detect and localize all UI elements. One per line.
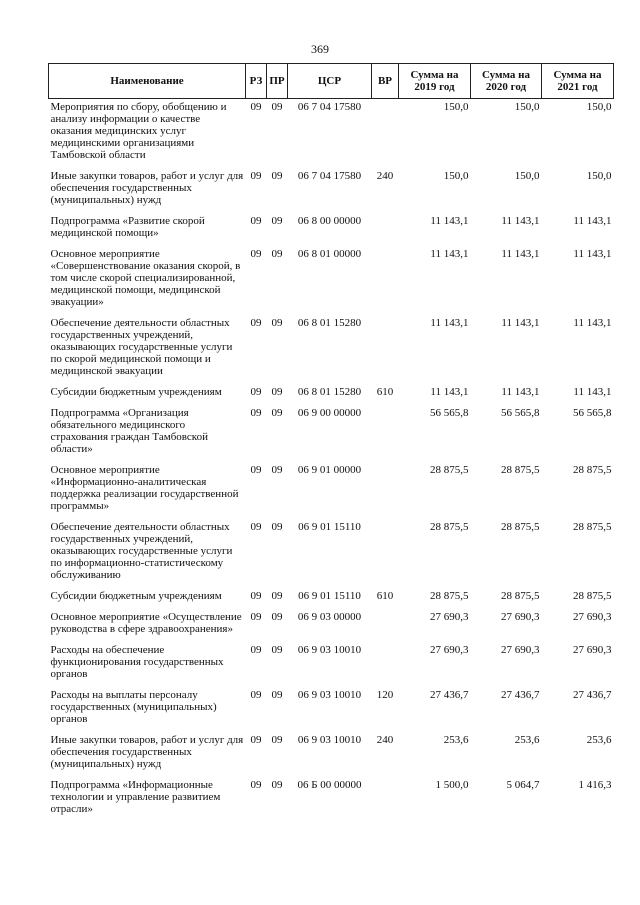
table-row <box>49 246 614 315</box>
row-sum-2020: 11 143,1 <box>501 317 540 329</box>
table-row <box>49 168 614 213</box>
header-sum-2021: Сумма на 2021 год <box>542 64 614 99</box>
row-sum-2019: 28 875,5 <box>430 521 469 533</box>
row-vr <box>372 213 399 246</box>
row-sum-2021: 28 875,5 <box>573 521 612 533</box>
row-rz: 09 <box>250 248 262 260</box>
row-rz: 09 <box>250 215 262 227</box>
row-vr <box>372 519 399 588</box>
row-pr: 09 <box>271 734 283 746</box>
table-row <box>49 777 614 822</box>
table-row <box>49 687 614 732</box>
row-csr: 06 7 04 17580 <box>297 101 362 113</box>
row-pr: 09 <box>271 611 283 623</box>
row-name: Обеспечение деятельности областных государственных учреждений, оказывающих государственные услуги по информационно-статистическому обслуживанию <box>50 521 233 581</box>
row-pr: 09 <box>271 101 283 113</box>
row-sum-2019: 11 143,1 <box>430 248 469 260</box>
row-vr <box>372 642 399 687</box>
row-sum-2021: 150,0 <box>586 101 612 113</box>
row-sum-2021: 27 690,3 <box>573 644 612 656</box>
row-pr: 09 <box>271 170 283 182</box>
row-name: Основное мероприятие «Совершенствование оказания скорой, в том числе скорой специализированной, медицинской помощи, медицинской эвакуации» <box>50 248 241 308</box>
row-sum-2020: 11 143,1 <box>501 248 540 260</box>
row-name: Подпрограмма «Развитие скорой медицинской помощи» <box>50 215 205 239</box>
row-sum-2020: 11 143,1 <box>501 386 540 398</box>
row-rz: 09 <box>250 611 262 623</box>
row-csr: 06 9 03 00000 <box>297 611 362 623</box>
row-sum-2019: 150,0 <box>443 170 469 182</box>
row-sum-2021: 56 565,8 <box>573 407 612 419</box>
row-vr <box>372 405 399 462</box>
row-sum-2020: 27 436,7 <box>501 689 540 701</box>
row-pr: 09 <box>271 779 283 791</box>
row-rz: 09 <box>250 317 262 329</box>
row-csr: 06 8 01 15280 <box>297 317 362 329</box>
row-rz: 09 <box>250 590 262 602</box>
row-sum-2020: 28 875,5 <box>501 521 540 533</box>
header-sum-2020: Сумма на 2020 год <box>471 64 542 99</box>
row-sum-2019: 27 690,3 <box>430 611 469 623</box>
row-pr: 09 <box>271 689 283 701</box>
table-row <box>49 315 614 384</box>
row-csr: 06 7 04 17580 <box>297 170 362 182</box>
row-name: Подпрограмма «Организация обязательного медицинского страхования граждан Тамбовской области» <box>50 407 208 455</box>
row-csr: 06 9 03 10010 <box>297 644 362 656</box>
row-sum-2020: 11 143,1 <box>501 215 540 227</box>
budget-table <box>48 63 614 822</box>
row-sum-2021: 253,6 <box>586 734 612 746</box>
row-sum-2021: 27 690,3 <box>573 611 612 623</box>
row-vr <box>372 99 399 169</box>
row-sum-2020: 150,0 <box>514 101 540 113</box>
table-row <box>49 519 614 588</box>
row-pr: 09 <box>271 386 283 398</box>
row-rz: 09 <box>250 407 262 419</box>
row-pr: 09 <box>271 215 283 227</box>
row-vr: 610 <box>376 590 394 602</box>
table-row <box>49 384 614 405</box>
row-vr <box>372 777 399 822</box>
row-pr: 09 <box>271 407 283 419</box>
row-name: Подпрограмма «Информационные технологии и управление развитием отрасли» <box>50 779 221 815</box>
row-name: Иные закупки товаров, работ и услуг для обеспечения государственных (муниципальных) нужд <box>50 734 244 770</box>
row-rz: 09 <box>250 101 262 113</box>
row-csr: 06 9 01 00000 <box>297 464 362 476</box>
row-sum-2020: 150,0 <box>514 170 540 182</box>
row-pr: 09 <box>271 464 283 476</box>
table-row <box>49 462 614 519</box>
row-sum-2019: 27 436,7 <box>430 689 469 701</box>
row-sum-2021: 11 143,1 <box>573 317 612 329</box>
row-vr: 120 <box>376 689 394 701</box>
row-sum-2021: 11 143,1 <box>573 386 612 398</box>
row-sum-2021: 1 416,3 <box>578 779 612 791</box>
table-row <box>49 588 614 609</box>
row-sum-2019: 253,6 <box>443 734 469 746</box>
row-csr: 06 9 00 00000 <box>297 407 362 419</box>
row-name: Обеспечение деятельности областных государственных учреждений, оказывающих государственные услуги по скорой медицинской помощи и медицинской эвакуации <box>50 317 233 377</box>
row-sum-2020: 28 875,5 <box>501 590 540 602</box>
table-header-row <box>49 64 614 99</box>
row-name: Мероприятия по сбору, обобщению и анализу информации о качестве оказания медицинских услуг медицинскими организациями Тамбовской области <box>50 101 227 161</box>
row-name: Субсидии бюджетным учреждениям <box>50 590 222 602</box>
table-row <box>49 405 614 462</box>
row-vr <box>372 462 399 519</box>
row-sum-2019: 11 143,1 <box>430 317 469 329</box>
row-vr <box>372 246 399 315</box>
row-sum-2019: 28 875,5 <box>430 464 469 476</box>
row-sum-2020: 253,6 <box>514 734 540 746</box>
row-sum-2020: 28 875,5 <box>501 464 540 476</box>
row-csr: 06 9 01 15110 <box>298 521 361 533</box>
row-sum-2019: 28 875,5 <box>430 590 469 602</box>
table-row <box>49 642 614 687</box>
row-csr: 06 8 01 00000 <box>297 248 362 260</box>
row-name: Иные закупки товаров, работ и услуг для обеспечения государственных (муниципальных) нужд <box>50 170 244 206</box>
row-rz: 09 <box>250 521 262 533</box>
header-csr: ЦСР <box>288 64 372 99</box>
row-sum-2021: 11 143,1 <box>573 248 612 260</box>
header-name: Наименование <box>49 64 246 99</box>
row-vr: 240 <box>376 170 394 182</box>
row-sum-2021: 150,0 <box>586 170 612 182</box>
row-csr: 06 Б 00 00000 <box>297 779 362 791</box>
row-sum-2020: 27 690,3 <box>501 644 540 656</box>
row-pr: 09 <box>271 317 283 329</box>
row-vr <box>372 609 399 642</box>
row-vr: 240 <box>376 734 394 746</box>
row-rz: 09 <box>250 689 262 701</box>
row-sum-2019: 11 143,1 <box>430 215 469 227</box>
row-sum-2019: 1 500,0 <box>435 779 469 791</box>
row-sum-2021: 11 143,1 <box>573 215 612 227</box>
row-name: Расходы на выплаты персоналу государственных (муниципальных) органов <box>50 689 217 725</box>
row-sum-2019: 56 565,8 <box>430 407 469 419</box>
row-sum-2021: 28 875,5 <box>573 590 612 602</box>
row-name: Основное мероприятие «Информационно-аналитическая поддержка реализации государственной программы» <box>50 464 239 512</box>
page-number: 369 <box>311 42 329 56</box>
row-sum-2019: 27 690,3 <box>430 644 469 656</box>
row-pr: 09 <box>271 248 283 260</box>
table-row <box>49 609 614 642</box>
header-vr: ВР <box>372 64 399 99</box>
row-sum-2020: 27 690,3 <box>501 611 540 623</box>
header-rz: РЗ <box>246 64 267 99</box>
row-rz: 09 <box>250 170 262 182</box>
row-vr: 610 <box>376 386 394 398</box>
table-body <box>49 99 614 823</box>
row-rz: 09 <box>250 779 262 791</box>
row-sum-2020: 5 064,7 <box>506 779 540 791</box>
row-name: Расходы на обеспечение функционирования государственных органов <box>50 644 224 680</box>
header-sum-2019: Сумма на 2019 год <box>399 64 471 99</box>
row-name: Субсидии бюджетным учреждениям <box>50 386 222 398</box>
table-row <box>49 732 614 777</box>
row-sum-2019: 150,0 <box>443 101 469 113</box>
row-pr: 09 <box>271 590 283 602</box>
row-csr: 06 9 01 15110 <box>298 590 361 602</box>
row-csr: 06 8 00 00000 <box>297 215 362 227</box>
row-vr <box>372 315 399 384</box>
row-csr: 06 8 01 15280 <box>297 386 362 398</box>
row-rz: 09 <box>250 734 262 746</box>
row-sum-2021: 28 875,5 <box>573 464 612 476</box>
table-row <box>49 213 614 246</box>
row-rz: 09 <box>250 644 262 656</box>
row-sum-2020: 56 565,8 <box>501 407 540 419</box>
row-rz: 09 <box>250 386 262 398</box>
table-row <box>49 99 614 169</box>
row-rz: 09 <box>250 464 262 476</box>
header-pr: ПР <box>267 64 288 99</box>
row-csr: 06 9 03 10010 <box>297 689 362 701</box>
row-name: Основное мероприятие «Осуществление руководства в сфере здравоохранения» <box>50 611 242 635</box>
row-csr: 06 9 03 10010 <box>297 734 362 746</box>
row-sum-2021: 27 436,7 <box>573 689 612 701</box>
row-pr: 09 <box>271 644 283 656</box>
row-sum-2019: 11 143,1 <box>430 386 469 398</box>
row-pr: 09 <box>271 521 283 533</box>
